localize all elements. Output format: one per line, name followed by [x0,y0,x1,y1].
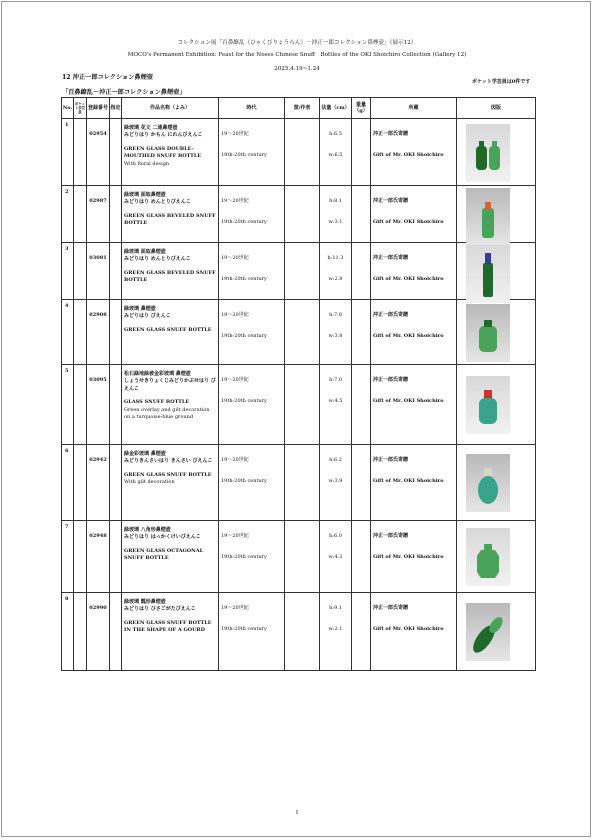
item-pocket [74,445,87,521]
item-designation [110,119,122,186]
item-era [219,243,285,300]
item-designation [110,243,122,300]
item-owner [371,300,457,365]
item-owner-ja: 沖正一郎氏寄贈 [373,377,409,383]
item-photo [466,245,510,303]
item-pocket [74,186,87,243]
col-pocket: ポケット学芸員 [74,98,87,119]
item-photo [466,376,510,434]
table-row [62,365,536,445]
item-size [320,445,352,521]
item-no: 4 [62,300,74,365]
item-era-ja: 19～20世紀 [221,605,249,611]
item-designation [110,593,122,671]
item-size [320,521,352,593]
item-size [320,119,352,186]
item-image-cell [457,445,536,521]
item-owner [371,593,457,671]
page-number: 1 [295,810,299,816]
item-era-en: 19th-20th century [221,276,267,283]
col-owner: 所蔵 [371,98,457,119]
table-row [62,300,536,365]
item-no: 7 [62,521,74,593]
item-era-en: 19th-20th century [221,478,267,485]
item-weight [352,119,371,186]
item-reading: みどりはり びえんこ [124,313,171,320]
item-owner-en: Gift of Mr. OKI Shoichiro [373,333,444,340]
item-reading: しょうせきりょくじみどりかぶせはり びえんこ [124,378,216,392]
item-width: w:3.9 [328,478,343,485]
item-pocket [74,119,87,186]
bottle-photo-icon [466,188,510,246]
item-image-cell [457,365,536,445]
exhibition-dates: 2025.4.19~1.24 [274,66,320,72]
pocket-curator-note: ポケット学芸員は0件です [472,79,531,85]
item-no: 8 [62,593,74,671]
item-title-ja: 緑玻璃 八角形鼻煙壺 [124,527,171,533]
item-width: w:6.5 [328,152,343,159]
item-era-en: 19th-20th century [221,554,267,561]
item-author [285,186,320,243]
item-height: h:6.5 [329,131,342,137]
item-weight [352,243,371,300]
col-author: 窯/作者 [285,98,320,119]
item-designation [110,521,122,593]
item-reading: みどりはり はっかくけいびえんこ [124,534,201,541]
item-owner-en: Gift of Mr. OKI Shoichiro [373,276,444,283]
bottle-photo-icon [466,304,510,362]
item-description: Green overlay and gilt decoration on a turquoise-blue ground [124,406,210,421]
item-era [219,300,285,365]
item-reg-number: 03095 [87,365,110,445]
item-image-cell [457,300,536,365]
item-title-ja: 松石緑地緑被金彩玻璃 鼻煙壺 [124,371,191,377]
item-size [320,243,352,300]
item-era-en: 19th-20th century [221,152,267,159]
item-owner-ja: 沖正一郎氏寄贈 [373,131,409,137]
item-size [320,365,352,445]
item-era [219,593,285,671]
item-era-ja: 19～20世紀 [221,533,249,539]
item-era-ja: 19～20世紀 [221,377,249,383]
item-title [122,300,219,365]
item-owner-en: Gift of Mr. OKI Shoichiro [373,398,444,405]
item-reg-number: 03081 [87,243,110,300]
exhibition-title-ja: コレクション展「百鼻繚乱（ひゃくびりょうらん）－沖正一郎コレクション鼻煙壺」（展示12） [177,40,417,46]
item-height: h:8.1 [329,198,342,204]
item-title-ja: 緑玻璃 面取鼻煙壺 [124,249,166,255]
item-width: w:3.1 [328,219,343,226]
item-author [285,521,320,593]
bottle-photo-icon [466,603,510,661]
item-image-cell [457,243,536,300]
item-owner-en: Gift of Mr. OKI Shoichiro [373,152,444,159]
item-pocket [74,521,87,593]
item-width: w:3.8 [328,333,343,340]
section-subtitle: 「百鼻繚乱－沖正一郎コレクション鼻煙壺」 [62,89,186,96]
item-era [219,445,285,521]
item-title-en: GREEN GLASS BEVELED SNUFF BOTTLE [124,212,216,227]
item-owner [371,521,457,593]
item-author [285,300,320,365]
item-era [219,186,285,243]
col-weight: 重量（g） [352,98,371,119]
item-owner-ja: 沖正一郎氏寄贈 [373,457,409,463]
item-no: 3 [62,243,74,300]
item-photo [466,603,510,661]
item-weight [352,593,371,671]
catalog-table [61,97,536,671]
col-era: 時代 [219,98,285,119]
item-description: With floral design [124,160,170,167]
item-reg-number: 02942 [87,445,110,521]
item-title [122,365,219,445]
item-no: 2 [62,186,74,243]
table-header-row [62,98,536,119]
item-height: h:7.8 [329,312,342,318]
col-no: No. [62,98,74,119]
item-pocket [74,365,87,445]
bottle-photo-icon [466,528,510,586]
col-reg: 登録番号 [87,98,110,119]
item-author [285,365,320,445]
item-reg-number: 02948 [87,521,110,593]
item-title [122,593,219,671]
item-title [122,243,219,300]
item-reading: みどりはり めんとりびえんこ [124,256,191,263]
item-image-cell [457,593,536,671]
item-image-cell [457,119,536,186]
item-owner [371,243,457,300]
item-weight [352,445,371,521]
item-designation [110,300,122,365]
item-title [122,186,219,243]
item-era-ja: 19～20世紀 [221,131,249,137]
item-author [285,243,320,300]
item-weight [352,300,371,365]
item-title-en: GREEN GLASS SNUFF BOTTLE IN THE SHAPE OF A GOURD [124,619,212,634]
col-size: 法量（cm） [320,98,352,119]
item-photo [466,304,510,362]
item-designation [110,186,122,243]
item-no: 6 [62,445,74,521]
item-owner-en: Gift of Mr. OKI Shoichiro [373,626,444,633]
item-height: h:6.2 [329,457,342,463]
item-designation [110,365,122,445]
item-owner-en: Gift of Mr. OKI Shoichiro [373,478,444,485]
item-era [219,119,285,186]
item-owner-ja: 沖正一郎氏寄贈 [373,605,409,611]
item-owner [371,445,457,521]
item-pocket [74,593,87,671]
item-height: h:11.3 [327,255,344,261]
item-title-en: GREEN GLASS OCTAGONAL SNUFF BOTTLE [124,547,204,562]
item-title-en: GREEN GLASS SNUFF BOTTLE [124,326,212,333]
item-title-ja: 緑玻璃 瓢形鼻煙壺 [124,599,166,605]
table-row [62,445,536,521]
table-row [62,593,536,671]
item-height: h:9.1 [329,605,342,611]
item-era-en: 19th-20th century [221,333,267,340]
item-designation [110,445,122,521]
item-era [219,521,285,593]
item-weight [352,186,371,243]
item-reading: みどりはり ひさごがたびえんこ [124,606,196,613]
item-owner-ja: 沖正一郎氏寄贈 [373,198,409,204]
item-width: w:4.3 [328,554,343,561]
item-reading: みどりはり かもん にれんびえんこ [124,132,203,139]
bottle-photo-icon [466,245,510,303]
bottle-photo-icon [466,454,510,512]
item-weight [352,521,371,593]
item-description: With gilt decoration [124,479,175,486]
item-owner-en: Gift of Mr. OKI Shoichiro [373,219,444,226]
item-size [320,300,352,365]
item-title-en: GREEN GLASS SNUFF BOTTLE [124,471,212,478]
item-width: w:2.8 [328,276,343,283]
item-size [320,186,352,243]
item-reading: みどりきんさいはり きんさい びえんこ [124,458,213,465]
item-width: w:4.5 [328,398,343,405]
item-title-ja: 緑玻璃 面取鼻煙壺 [124,192,166,198]
item-title-en: GREEN GLASS BEVELED SNUFF BOTTLE [124,269,216,284]
item-author [285,593,320,671]
item-owner-ja: 沖正一郎氏寄贈 [373,312,409,318]
item-pocket [74,243,87,300]
item-height: h:7.0 [329,377,342,383]
table-row [62,119,536,186]
item-reading: みどりはり めんとりびえんこ [124,199,191,206]
item-title-ja: 緑金彩玻璃 鼻煙壺 [124,451,166,457]
item-owner-ja: 沖正一郎氏寄贈 [373,255,409,261]
item-era-en: 19th-20th century [221,626,267,633]
item-photo [466,528,510,586]
item-size [320,593,352,671]
item-no: 5 [62,365,74,445]
item-reg-number: 02987 [87,186,110,243]
item-photo [466,124,510,182]
col-image: 図版 [457,98,536,119]
item-height: h:6.0 [329,533,342,539]
item-author [285,119,320,186]
exhibition-title-en: MOCO's Permanent Exhibition: Feast for the Noses Chinese Snuff Bottles of the OKI Shoichiro Collection (Gallery 12) [127,52,467,58]
item-image-cell [457,521,536,593]
table-row [62,243,536,300]
item-owner [371,119,457,186]
item-title [122,119,219,186]
item-owner [371,186,457,243]
item-owner-en: Gift of Mr. OKI Shoichiro [373,554,444,561]
item-image-cell [457,186,536,243]
item-width: w:2.1 [328,626,343,633]
item-era-ja: 19～20世紀 [221,198,249,204]
item-reg-number: 02908 [87,300,110,365]
item-title [122,521,219,593]
item-photo [466,454,510,512]
item-title-ja: 緑玻璃 花文 二連鼻煙壺 [124,125,178,131]
item-era [219,365,285,445]
item-pocket [74,300,87,365]
item-owner-ja: 沖正一郎氏寄贈 [373,533,409,539]
item-weight [352,365,371,445]
item-era-en: 19th-20th century [221,219,267,226]
item-title-ja: 緑玻璃 鼻煙壺 [124,306,156,312]
item-title [122,445,219,521]
bottle-photo-icon [466,124,510,182]
item-era-en: 19th-20th century [221,398,267,405]
item-reg-number: 02954 [87,119,110,186]
item-era-ja: 19～20世紀 [221,255,249,261]
col-title: 作品名称（よみ） [122,98,219,119]
item-title-en: GREEN GLASS DOUBLE-MOUTHED SNUFF BOTTLE [124,145,202,160]
item-photo [466,188,510,246]
table-row [62,521,536,593]
item-title-en: GLASS SNUFF BOTTLE [124,399,190,406]
col-designation: 指定 [110,98,122,119]
item-reg-number: 02990 [87,593,110,671]
item-author [285,445,320,521]
table-row [62,186,536,243]
item-owner [371,365,457,445]
item-era-ja: 19～20世紀 [221,312,249,318]
bottle-photo-icon [466,376,510,434]
item-era-ja: 19～20世紀 [221,457,249,463]
section-title: 12 沖正一郎コレクション鼻煙壺 [62,74,153,81]
item-no: 1 [62,119,74,186]
